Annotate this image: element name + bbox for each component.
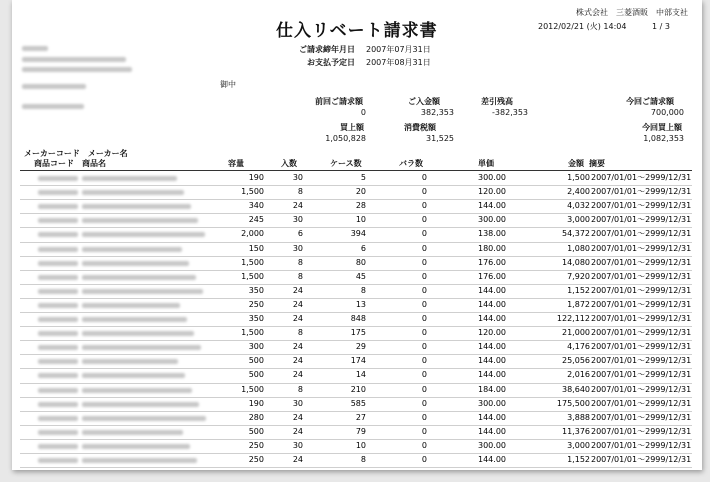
- table-row: [20, 354, 692, 368]
- table-row: [20, 270, 692, 284]
- cell-amount: 38,640: [562, 384, 590, 394]
- cell-volume: 300: [248, 342, 264, 352]
- cell-unit: 144.00: [478, 342, 506, 352]
- cell-amount: 4,176: [567, 342, 590, 352]
- redacted-product-name: [82, 430, 183, 435]
- cell-amount: 7,920: [567, 271, 590, 281]
- current-billing-value: 700,000: [650, 108, 684, 117]
- col-qty-header: 入数: [281, 159, 297, 168]
- table-row: [20, 284, 692, 298]
- cell-loose: 0: [421, 440, 427, 450]
- cell-memo: 2007/01/01～2999/12/31: [591, 426, 692, 436]
- cell-cases: 175: [350, 328, 366, 338]
- table-row: [20, 298, 692, 312]
- cell-cases: 45: [355, 271, 366, 281]
- table-row: [20, 453, 692, 467]
- table-row: [20, 397, 692, 411]
- cell-amount: 175,500: [556, 398, 590, 408]
- cell-amount: 11,376: [562, 426, 590, 436]
- cell-memo: 2007/01/01～2999/12/31: [591, 201, 692, 211]
- col-memo-header: 摘要: [589, 159, 605, 168]
- cell-unit: 144.00: [478, 370, 506, 380]
- cell-cases: 10: [355, 440, 366, 450]
- cell-amount: 2,400: [567, 187, 590, 197]
- cell-volume: 1,500: [241, 384, 264, 394]
- cell-loose: 0: [421, 370, 427, 380]
- cell-volume: 280: [248, 412, 264, 422]
- redacted-product-code: [38, 373, 78, 378]
- current-billing-label: 今回ご請求額: [626, 97, 674, 106]
- cell-memo: 2007/01/01～2999/12/31: [591, 455, 692, 464]
- cell-memo: 2007/01/01～2999/12/31: [591, 356, 692, 366]
- cell-qty: 24: [292, 356, 303, 366]
- cell-memo: 2007/01/01～2999/12/31: [591, 257, 692, 267]
- cell-cases: 29: [355, 342, 366, 352]
- cell-amount: 2,016: [567, 370, 590, 380]
- redacted-product-code: [38, 331, 78, 336]
- cell-loose: 0: [421, 314, 427, 323]
- redacted-product-code: [38, 416, 78, 421]
- cell-amount: 14,080: [562, 257, 590, 267]
- cell-cases: 79: [355, 426, 366, 436]
- cell-cases: 394: [350, 229, 366, 239]
- cell-volume: 350: [248, 285, 264, 295]
- cell-memo: 2007/01/01～2999/12/31: [591, 328, 692, 338]
- document-title: 仕入リベート請求書: [276, 21, 438, 41]
- cell-amount: 1,872: [567, 299, 590, 309]
- cell-memo: 2007/01/01～2999/12/31: [591, 412, 692, 422]
- cell-volume: 2,000: [241, 229, 264, 239]
- redacted-product-name: [82, 317, 187, 322]
- col-name-header: 商品名: [82, 159, 106, 168]
- cell-qty: 8: [297, 257, 303, 267]
- table-row: [20, 256, 692, 270]
- invoice-page: [12, 0, 702, 470]
- col-code-header: 商品コード: [34, 159, 74, 168]
- cell-loose: 0: [421, 285, 427, 295]
- table-row: [20, 171, 692, 185]
- cell-unit: 300.00: [478, 173, 506, 182]
- redacted-product-name: [82, 176, 177, 181]
- cell-qty: 8: [297, 187, 303, 197]
- cell-qty: 24: [292, 412, 303, 422]
- cell-loose: 0: [421, 201, 427, 211]
- redacted-product-code: [38, 345, 78, 350]
- cell-qty: 30: [292, 215, 303, 225]
- redacted-product-code: [38, 232, 78, 237]
- cell-qty: 30: [292, 243, 303, 253]
- cell-loose: 0: [421, 412, 427, 422]
- cell-volume: 250: [248, 455, 264, 464]
- tax-label: 消費税額: [404, 123, 436, 132]
- redacted-product-name: [82, 388, 192, 393]
- closing-date: 2007年07月31日: [366, 45, 431, 54]
- honorific: 御中: [220, 80, 236, 89]
- cell-amount: 1,500: [567, 173, 590, 182]
- prev-billing-value: 0: [360, 108, 366, 117]
- redacted-product-name: [82, 303, 180, 308]
- redacted-product-name: [82, 247, 182, 252]
- received-label: ご入金額: [408, 97, 440, 106]
- cell-qty: 24: [292, 370, 303, 380]
- row-divider: [20, 467, 692, 468]
- cell-amount: 122,112: [556, 314, 590, 323]
- cell-loose: 0: [421, 215, 427, 225]
- table-row: [20, 425, 692, 439]
- cell-memo: 2007/01/01～2999/12/31: [591, 187, 692, 197]
- redacted-recipient-name: [22, 84, 86, 89]
- cell-volume: 500: [248, 356, 264, 366]
- redacted-contact: [22, 104, 84, 109]
- cell-unit: 300.00: [478, 398, 506, 408]
- cell-unit: 184.00: [478, 384, 506, 394]
- cell-qty: 24: [292, 285, 303, 295]
- redacted-product-code: [38, 275, 78, 280]
- redacted-product-code: [38, 444, 78, 449]
- cell-volume: 150: [248, 243, 264, 253]
- cell-loose: 0: [421, 356, 427, 366]
- redacted-product-code: [38, 303, 78, 308]
- cell-volume: 500: [248, 370, 264, 380]
- maker-header: メーカーコード メーカー名: [24, 149, 128, 158]
- redacted-product-name: [82, 261, 189, 266]
- cell-unit: 144.00: [478, 426, 506, 436]
- cell-qty: 6: [297, 229, 303, 239]
- cell-amount: 4,032: [567, 201, 590, 211]
- redacted-product-code: [38, 402, 78, 407]
- cell-unit: 144.00: [478, 455, 506, 464]
- cell-qty: 24: [292, 455, 303, 464]
- cell-amount: 54,372: [562, 229, 590, 239]
- col-loose-header: バラ数: [399, 159, 423, 168]
- cell-unit: 138.00: [478, 229, 506, 239]
- cell-volume: 1,500: [241, 271, 264, 281]
- cell-unit: 144.00: [478, 412, 506, 422]
- cell-amount: 3,000: [567, 215, 590, 225]
- cell-memo: 2007/01/01～2999/12/31: [591, 314, 692, 323]
- cell-loose: 0: [421, 271, 427, 281]
- cell-volume: 190: [248, 173, 264, 182]
- cell-unit: 144.00: [478, 285, 506, 295]
- col-volume-header: 容量: [228, 159, 244, 168]
- redacted-product-name: [82, 359, 178, 364]
- payment-date-label: お支払予定日: [307, 58, 355, 67]
- redacted-address-1: [22, 57, 126, 62]
- redacted-product-name: [82, 444, 190, 449]
- balance-value: -382,353: [492, 108, 528, 117]
- sales-value: 1,050,828: [325, 134, 366, 143]
- cell-unit: 144.00: [478, 201, 506, 211]
- cell-qty: 24: [292, 299, 303, 309]
- table-row: [20, 185, 692, 199]
- redacted-product-name: [82, 190, 184, 195]
- redacted-product-name: [82, 232, 205, 237]
- cell-loose: 0: [421, 342, 427, 352]
- redacted-product-code: [38, 261, 78, 266]
- cell-qty: 30: [292, 398, 303, 408]
- cell-unit: 300.00: [478, 440, 506, 450]
- cell-cases: 6: [360, 243, 366, 253]
- cell-unit: 144.00: [478, 314, 506, 323]
- cell-memo: 2007/01/01～2999/12/31: [591, 370, 692, 380]
- table-row: [20, 326, 692, 340]
- cell-memo: 2007/01/01～2999/12/31: [591, 384, 692, 394]
- cell-loose: 0: [421, 398, 427, 408]
- redacted-product-code: [38, 218, 78, 223]
- cell-volume: 250: [248, 440, 264, 450]
- redacted-address-2: [22, 67, 132, 72]
- table-row: [20, 199, 692, 213]
- cell-cases: 14: [355, 370, 366, 380]
- redacted-product-code: [38, 458, 78, 463]
- cell-memo: 2007/01/01～2999/12/31: [591, 342, 692, 352]
- redacted-product-code: [38, 247, 78, 252]
- cell-cases: 210: [350, 384, 366, 394]
- cell-loose: 0: [421, 426, 427, 436]
- redacted-product-code: [38, 204, 78, 209]
- cell-cases: 13: [355, 299, 366, 309]
- redacted-product-name: [82, 402, 199, 407]
- cell-memo: 2007/01/01～2999/12/31: [591, 285, 692, 295]
- redacted-product-name: [82, 204, 191, 209]
- cell-loose: 0: [421, 299, 427, 309]
- cell-loose: 0: [421, 229, 427, 239]
- cell-memo: 2007/01/01～2999/12/31: [591, 243, 692, 253]
- cell-cases: 8: [360, 285, 366, 295]
- cell-loose: 0: [421, 187, 427, 197]
- col-unit-header: 単価: [478, 159, 494, 168]
- cell-loose: 0: [421, 257, 427, 267]
- cell-unit: 144.00: [478, 356, 506, 366]
- sales-label: 買上額: [340, 123, 364, 132]
- cell-memo: 2007/01/01～2999/12/31: [591, 271, 692, 281]
- tax-value: 31,525: [426, 134, 454, 143]
- cell-loose: 0: [421, 384, 427, 394]
- prev-billing-label: 前回ご請求額: [315, 97, 363, 106]
- table-row: [20, 383, 692, 397]
- redacted-product-name: [82, 458, 197, 463]
- cell-amount: 3,000: [567, 440, 590, 450]
- cell-unit: 120.00: [478, 328, 506, 338]
- redacted-product-name: [82, 289, 203, 294]
- cell-memo: 2007/01/01～2999/12/31: [591, 299, 692, 309]
- redacted-product-name: [82, 275, 196, 280]
- redacted-product-name: [82, 416, 206, 421]
- cell-qty: 8: [297, 384, 303, 394]
- total-label: 今回買上額: [642, 123, 682, 132]
- page-number: 1 / 3: [652, 22, 670, 31]
- redacted-product-code: [38, 190, 78, 195]
- redacted-product-code: [38, 430, 78, 435]
- cell-cases: 5: [360, 173, 366, 182]
- cell-memo: 2007/01/01～2999/12/31: [591, 398, 692, 408]
- cell-cases: 10: [355, 215, 366, 225]
- table-row: [20, 242, 692, 256]
- cell-cases: 28: [355, 201, 366, 211]
- col-cases-header: ケース数: [330, 159, 362, 168]
- redacted-product-name: [82, 331, 194, 336]
- cell-cases: 80: [355, 257, 366, 267]
- table-row: [20, 411, 692, 425]
- balance-label: 差引残高: [481, 97, 513, 106]
- received-value: 382,353: [420, 108, 454, 117]
- cell-memo: 2007/01/01～2999/12/31: [591, 215, 692, 225]
- redacted-product-code: [38, 317, 78, 322]
- redacted-product-name: [82, 218, 198, 223]
- cell-loose: 0: [421, 455, 427, 464]
- closing-date-label: ご請求締年月日: [299, 45, 355, 54]
- col-amount-header: 金額: [568, 159, 584, 168]
- cell-amount: 21,000: [562, 328, 590, 338]
- cell-qty: 24: [292, 342, 303, 352]
- cell-amount: 1,080: [567, 243, 590, 253]
- payment-date: 2007年08月31日: [366, 58, 431, 67]
- cell-memo: 2007/01/01～2999/12/31: [591, 229, 692, 239]
- cell-loose: 0: [421, 173, 427, 182]
- redacted-postal-code: [22, 46, 48, 51]
- cell-loose: 0: [421, 243, 427, 253]
- cell-volume: 250: [248, 299, 264, 309]
- redacted-product-name: [82, 373, 185, 378]
- cell-cases: 848: [350, 314, 366, 323]
- cell-cases: 20: [355, 187, 366, 197]
- cell-unit: 180.00: [478, 243, 506, 253]
- company-name: 株式会社 三菱酒販 中部支社: [576, 8, 688, 17]
- cell-volume: 190: [248, 398, 264, 408]
- cell-unit: 144.00: [478, 299, 506, 309]
- table-row: [20, 312, 692, 326]
- redacted-product-code: [38, 289, 78, 294]
- cell-unit: 300.00: [478, 215, 506, 225]
- cell-volume: 1,500: [241, 187, 264, 197]
- redacted-product-code: [38, 176, 78, 181]
- cell-unit: 120.00: [478, 187, 506, 197]
- redacted-product-code: [38, 359, 78, 364]
- cell-qty: 24: [292, 426, 303, 436]
- cell-cases: 27: [355, 412, 366, 422]
- cell-volume: 340: [248, 201, 264, 211]
- cell-qty: 24: [292, 314, 303, 323]
- cell-cases: 174: [350, 356, 366, 366]
- cell-volume: 500: [248, 426, 264, 436]
- cell-qty: 8: [297, 271, 303, 281]
- cell-qty: 24: [292, 201, 303, 211]
- cell-volume: 1,500: [241, 257, 264, 267]
- cell-amount: 1,152: [567, 285, 590, 295]
- print-datetime: 2012/02/21 (火) 14:04: [538, 22, 627, 31]
- cell-qty: 8: [297, 328, 303, 338]
- cell-unit: 176.00: [478, 271, 506, 281]
- cell-amount: 3,888: [567, 412, 590, 422]
- total-value: 1,082,353: [643, 134, 684, 143]
- cell-memo: 2007/01/01～2999/12/31: [591, 440, 692, 450]
- table-row: [20, 213, 692, 227]
- cell-volume: 1,500: [241, 328, 264, 338]
- table-row: [20, 340, 692, 354]
- table-row: [20, 439, 692, 453]
- table-row: [20, 227, 692, 241]
- cell-unit: 176.00: [478, 257, 506, 267]
- cell-cases: 8: [360, 455, 366, 464]
- cell-qty: 30: [292, 440, 303, 450]
- cell-qty: 30: [292, 173, 303, 182]
- redacted-product-code: [38, 388, 78, 393]
- cell-volume: 350: [248, 314, 264, 323]
- cell-loose: 0: [421, 328, 427, 338]
- cell-cases: 585: [350, 398, 366, 408]
- cell-memo: 2007/01/01～2999/12/31: [591, 173, 692, 182]
- redacted-product-name: [82, 345, 201, 350]
- cell-volume: 245: [248, 215, 264, 225]
- cell-amount: 25,056: [562, 356, 590, 366]
- table-row: [20, 368, 692, 382]
- cell-amount: 1,152: [567, 455, 590, 464]
